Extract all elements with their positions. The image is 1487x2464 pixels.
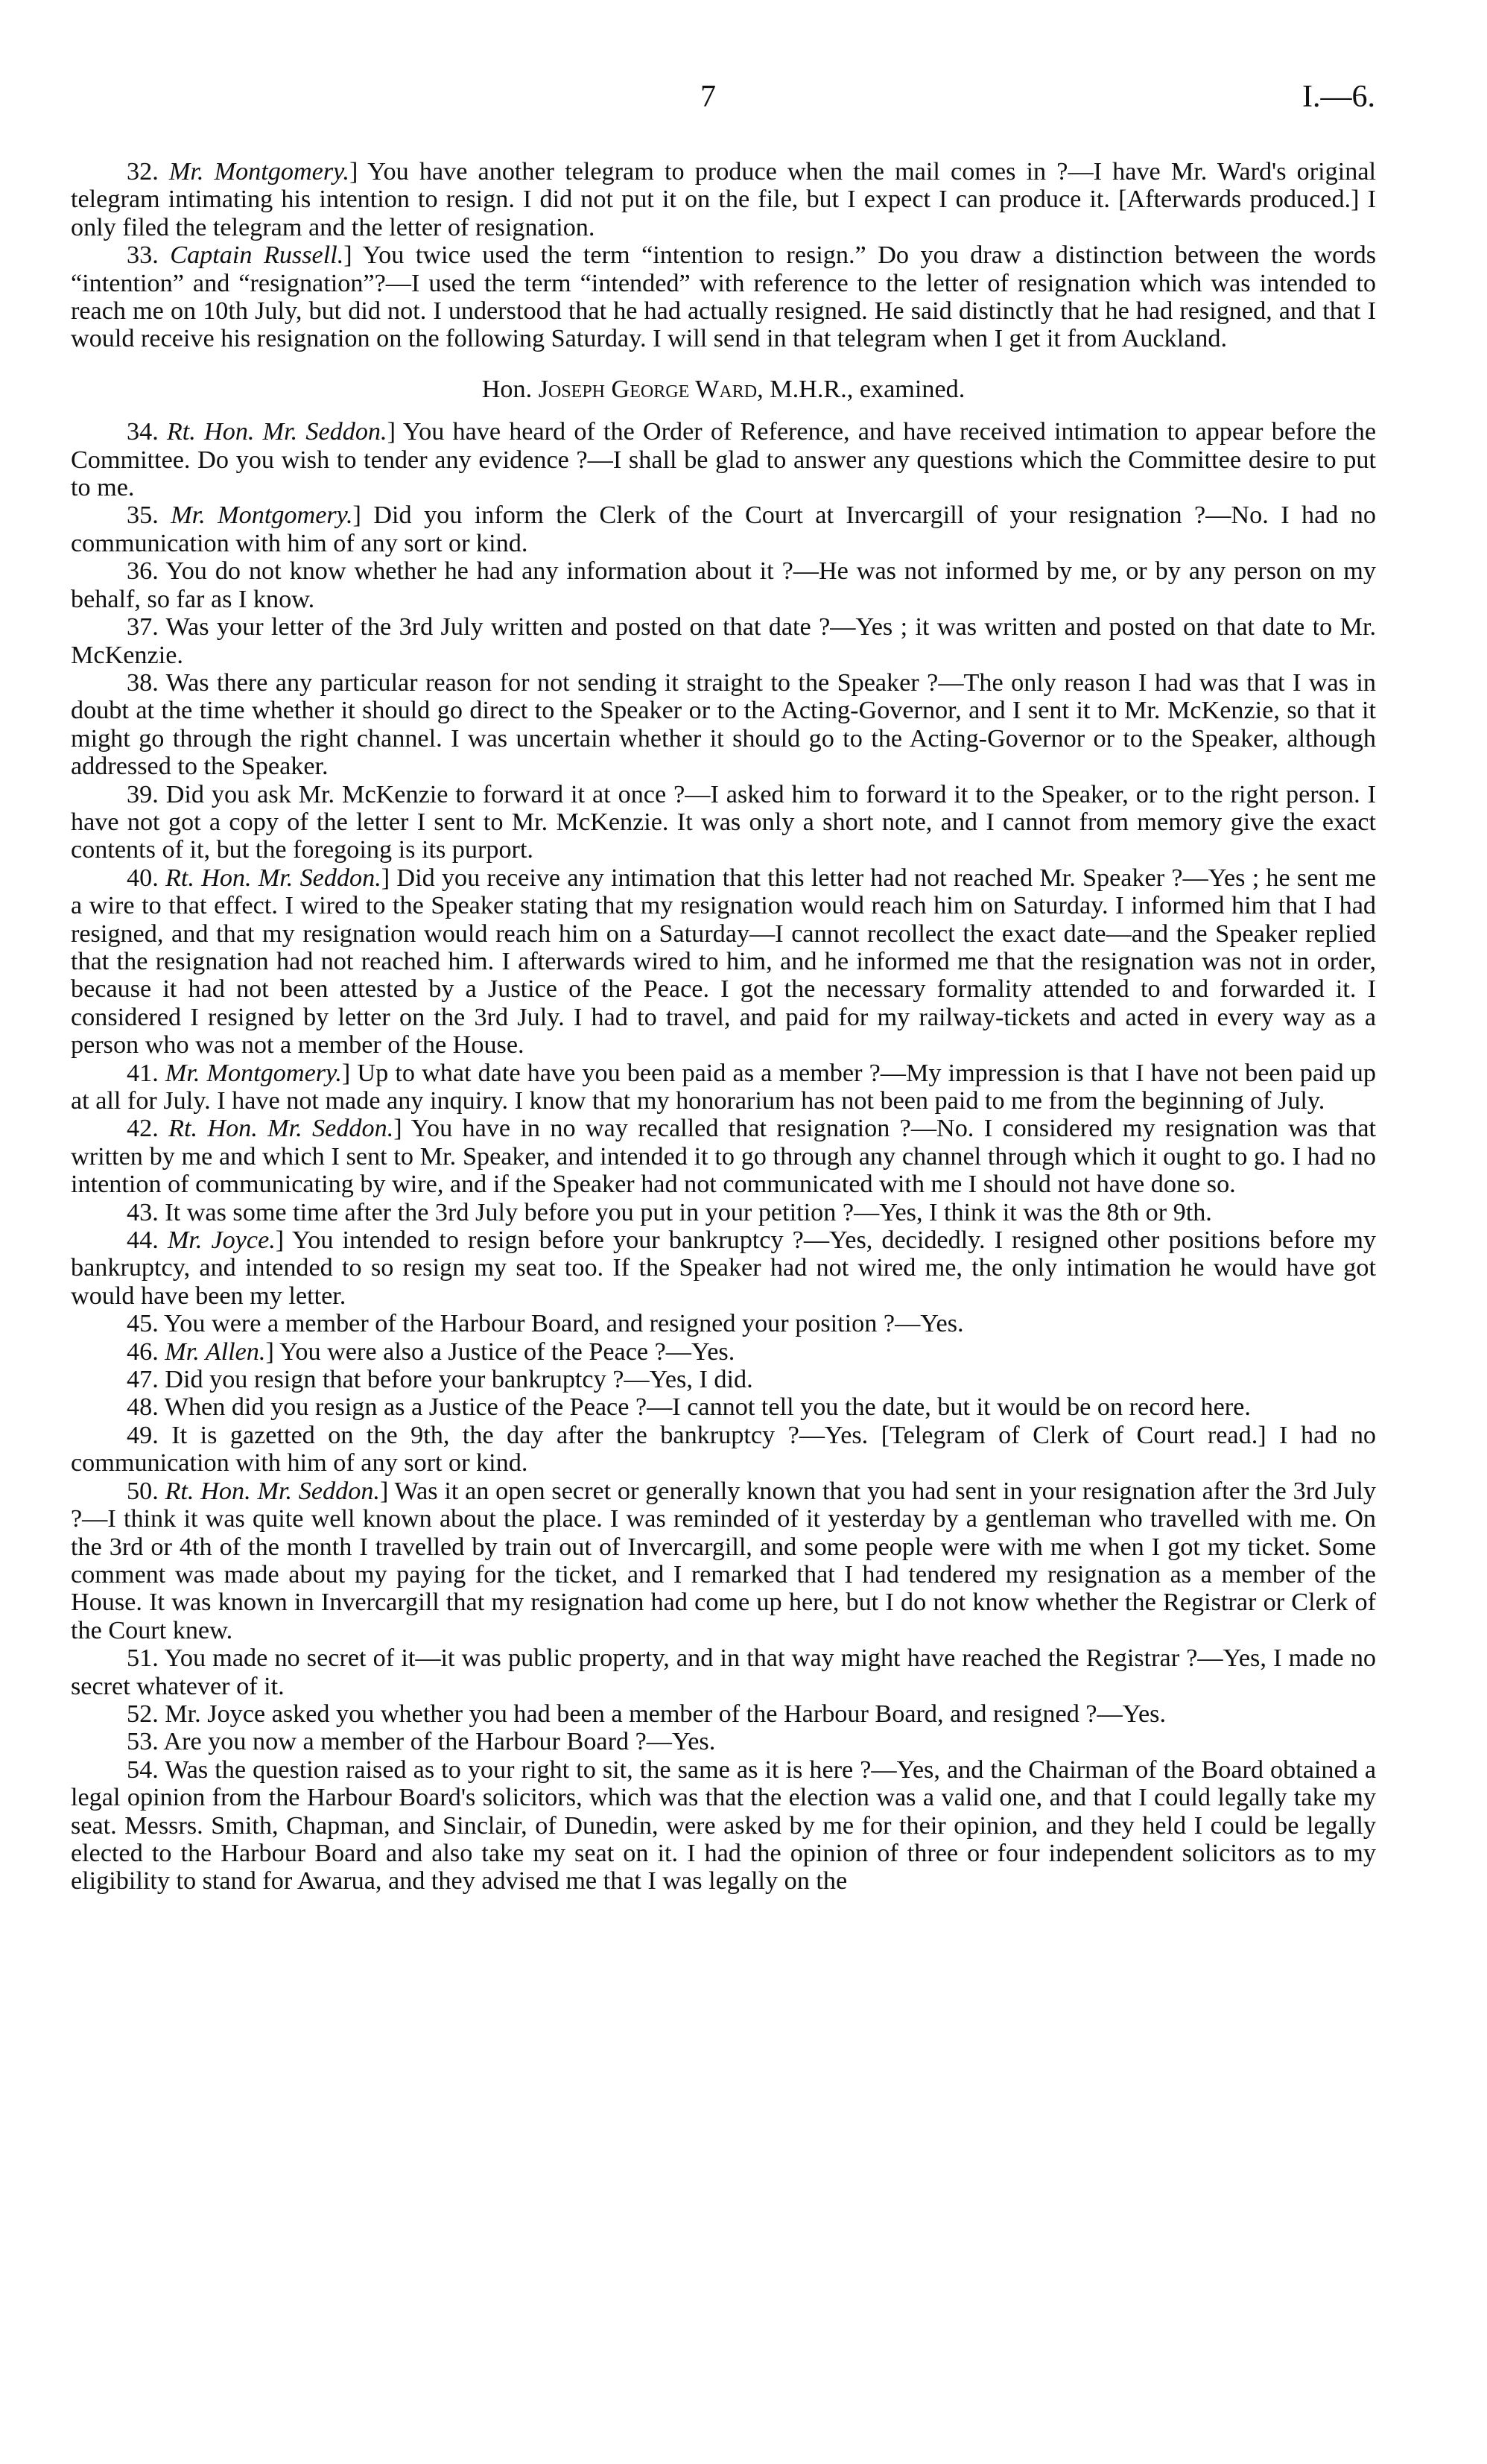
question-number: 46. [127, 1337, 159, 1366]
paragraph-text: ] Was it an open secret or generally known that you had sent in your resignation after the 3rd July ?—I think it was quite well known about the place. I was reminded of it yesterday by a gentleman who travelled with me. On the 3rd or 4th of the month I travelled by train out of Invercargill, and some people were with me when I got my ticket. Some comment was made about my paying for the ticket, and I remarked that I had tendered my resignation as a member of the House. It was known in Invercargill that my resignation had come up here, but I do not know whether the Registrar or Clerk of the Court knew. [71, 1477, 1376, 1644]
questioner: Captain Russell. [170, 241, 344, 270]
question-number: 51. [127, 1644, 159, 1673]
questioner: Mr. Allen. [165, 1337, 266, 1366]
paragraph [71, 1226, 1376, 1310]
question-number: 42. [127, 1115, 159, 1143]
paragraph [71, 501, 1376, 557]
paragraph [71, 613, 1376, 669]
question-number: 49. [127, 1421, 159, 1449]
paragraph-text: Are you now a member of the Harbour Board ?—Yes. [163, 1728, 716, 1756]
paragraph-text: ] You have another telegram to produce when the mail comes in ?—I have Mr. Ward's original telegram intimating his intention to resign. I did not put it on the file, but I expect I can produce it. [Afterwards produced.] I only filed the telegram and the letter of resignation. [71, 158, 1377, 241]
question-number: 54. [127, 1755, 159, 1784]
paragraph [71, 1338, 1376, 1366]
question-number: 33. [127, 241, 159, 270]
paragraph-text: ] Did you receive any intimation that this letter had not reached Mr. Speaker ?—Yes ; he sent me a wire to that effect. I wired to the Speaker stating that my resignation would reach him on Saturday. I informed him that I had resigned, and that my resignation would reach him on a Saturday—I cannot recollect the exact date—and the Speaker replied that the resignation had not reached him. I afterwards wired to him, and he informed me that the resignation was not in order, because it had not been attested by a Justice of the Peace. I got the necessary formality attended to and forwarded it. I considered I resigned by letter on the 3rd July. I had to travel, and paid for my railway-tickets and acted in every way as a person who was not a member of the House. [71, 864, 1377, 1060]
paragraph-text: Did you ask Mr. McKenzie to forward it at once ?—I asked him to forward it to the Speaker, or to the right person. I have not got a copy of the letter I sent to Mr. McKenzie. It was only a short note, and I cannot from memory give the exact contents of it, but the foregoing is its purport. [71, 780, 1376, 864]
paragraph [71, 1478, 1376, 1644]
paragraph [71, 669, 1376, 781]
paragraph-text: Was your letter of the 3rd July written and posted on that date ?—Yes ; it was written and posted on that date to Mr. McKenzie. [71, 613, 1376, 669]
question-number: 32. [127, 158, 159, 186]
paragraph [71, 557, 1376, 613]
paragraph [71, 864, 1376, 1060]
paragraph [71, 1115, 1376, 1198]
paragraph [71, 1422, 1376, 1478]
question-number: 44. [127, 1226, 159, 1255]
heading-prefix: Hon. [481, 375, 539, 403]
question-number: 34. [127, 418, 159, 446]
questioner: Mr. Joyce. [167, 1226, 276, 1255]
paragraph [71, 1700, 1376, 1728]
question-number: 43. [127, 1198, 159, 1226]
question-number: 50. [127, 1477, 159, 1505]
document-reference: I.—6. [1302, 80, 1375, 114]
paragraph-text: ] You were also a Justice of the Peace ?—Yes. [265, 1337, 735, 1366]
questioner: Mr. Montgomery. [165, 1059, 342, 1087]
paragraph [71, 1644, 1376, 1700]
paragraph-text: You do not know whether he had any information about it ?—He was not informed by me, or by any person on my behalf, so far as I know. [71, 557, 1376, 613]
paragraph-text: ] You twice used the term “intention to resign.” Do you draw a distinction between the words “intention” and “resignation”?—I used the term “intended” with reference to the letter of resignation which was intended to reach me on 10th July, but did not. I understood that he had actually resigned. He said distinctly that he had resigned, and that I would receive his resignation on the following Saturday. I will send in that telegram when I get it from Auckland. [71, 241, 1377, 353]
questioner: Rt. Hon. Mr. Seddon. [165, 1477, 380, 1505]
body-text [71, 158, 1376, 1895]
paragraph [71, 418, 1376, 501]
question-number: 41. [127, 1059, 159, 1087]
paragraph [71, 1756, 1376, 1895]
paragraph [71, 158, 1376, 241]
questioner: Mr. Montgomery. [171, 501, 353, 530]
paragraph-text: ] You have heard of the Order of Reference, and have received intimation to appear before the Committee. Do you wish to tender any evidence ?—I shall be glad to answer any questions which the Committee desire to put to me. [71, 418, 1376, 502]
paragraph-text: Was the question raised as to your right to sit, the same as it is here ?—Yes, and the Chairman of the Board obtained a legal opinion from the Harbour Board's solicitors, which was that the election was a valid one, and that I could legally take my seat. Messrs. Smith, Chapman, and Sinclair, of Dunedin, were asked by me for their opinion, and they held I could be legally elected to the Harbour Board and also take my seat on it. I had the opinion of three or four independent solicitors as to my eligibility to stand for Awarua, and they advised me that I was legally on the [71, 1755, 1376, 1895]
paragraph [71, 1199, 1376, 1226]
questioner: Mr. Montgomery. [168, 158, 349, 186]
paragraph-text: When did you resign as a Justice of the Peace ?—I cannot tell you the date, but it would be on record here. [164, 1393, 1251, 1422]
question-number: 47. [127, 1366, 159, 1394]
questioner: Rt. Hon. Mr. Seddon. [165, 864, 381, 892]
paragraph [71, 1060, 1376, 1115]
question-number: 48. [127, 1393, 159, 1422]
paragraph-text: ] You have in no way recalled that resignation ?—No. I considered my resignation was that written by me and which I sent to Mr. Speaker, and intended it to go through any channel through which it ought to go. I had no intention of communicating by wire, and if the Speaker had not communicated with me I should not have done so. [71, 1115, 1376, 1199]
paragraph-text: ] Up to what date have you been paid as a member ?—My impression is that I have not been paid up at all for July. I have not made any inquiry. I know that my honorarium has not been paid to me from the beginning of July. [71, 1059, 1376, 1115]
question-number: 53. [127, 1728, 159, 1756]
paragraph [71, 1728, 1376, 1755]
question-number: 45. [127, 1310, 159, 1338]
paragraph-text: You made no secret of it—it was public property, and in that way might have reached the Registrar ?—Yes, I made no secret whatever of it. [71, 1644, 1377, 1700]
paragraph-text: You were a member of the Harbour Board, and resigned your position ?—Yes. [164, 1310, 964, 1338]
question-number: 35. [127, 501, 159, 530]
question-number: 40. [127, 864, 159, 892]
paragraph-text: ] You intended to resign before your bankruptcy ?—Yes, decidedly. I resigned other positions before my bankruptcy, and intended to so resign my seat too. If the Speaker had not wired me, the only intimation he would have got would have been my letter. [71, 1226, 1377, 1310]
question-number: 38. [127, 668, 159, 697]
paragraph-text: Mr. Joyce asked you whether you had been a member of the Harbour Board, and resigned ?—Yes. [165, 1700, 1166, 1728]
paragraph [71, 1393, 1376, 1421]
paragraph [71, 241, 1376, 353]
witness-heading [71, 376, 1376, 403]
witness-name: Joseph George Ward [538, 375, 758, 403]
heading-suffix: , M.H.R., examined. [757, 375, 966, 403]
paragraph-text: Did you resign that before your bankruptcy ?—Yes, I did. [165, 1366, 753, 1394]
paragraph [71, 1310, 1376, 1337]
questioner: Rt. Hon. Mr. Seddon. [166, 418, 387, 446]
question-number: 36. [127, 557, 159, 586]
paragraph-text: Was there any particular reason for not sending it straight to the Speaker ?—The only reason I had was that I was in doubt at the time whether it should go direct to the Speaker or to the Acting-Governor, and I sent it to Mr. McKenzie, so that it might go through the right channel. I was uncertain whether it should go to the Acting-Governor or to the Speaker, although addressed to the Speaker. [71, 668, 1376, 781]
page-number: 7 [700, 80, 716, 114]
paragraph-text: It is gazetted on the 9th, the day after the bankruptcy ?—Yes. [Telegram of Clerk of Court read.] I had no communication with him of any sort or kind. [71, 1421, 1377, 1478]
paragraph-text: It was some time after the 3rd July before you put in your petition ?—Yes, I think it was the 8th or 9th. [165, 1198, 1212, 1226]
question-number: 39. [127, 780, 159, 808]
question-number: 37. [127, 613, 159, 642]
paragraph [71, 1366, 1376, 1393]
question-number: 52. [127, 1700, 159, 1728]
questioner: Rt. Hon. Mr. Seddon. [168, 1115, 394, 1143]
paragraph [71, 781, 1376, 864]
paragraph-text: ] Did you inform the Clerk of the Court at Invercargill of your resignation ?—No. I had no communication with him of any sort or kind. [71, 501, 1376, 557]
